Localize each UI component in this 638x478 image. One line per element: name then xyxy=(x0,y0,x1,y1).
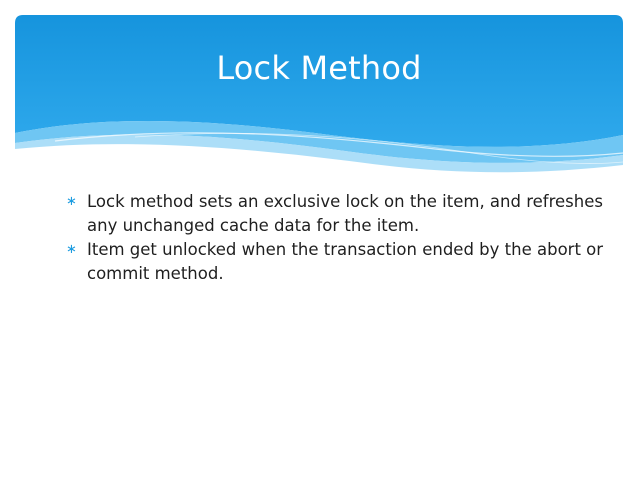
bullet-text: Lock method sets an exclusive lock on the item, and refreshes any unchanged cache data for the item. xyxy=(87,192,603,235)
banner-wave-graphic xyxy=(15,15,623,190)
title-banner xyxy=(15,15,623,190)
asterisk-icon: ∗ xyxy=(66,194,77,209)
bullet-list xyxy=(66,190,606,286)
bullet-text: Item get unlocked when the transaction ended by the abort or commit method. xyxy=(87,240,604,283)
bullet-item xyxy=(66,238,606,286)
asterisk-icon: ∗ xyxy=(66,242,77,257)
slide-title: Lock Method xyxy=(216,49,422,87)
bullet-item xyxy=(66,190,606,238)
